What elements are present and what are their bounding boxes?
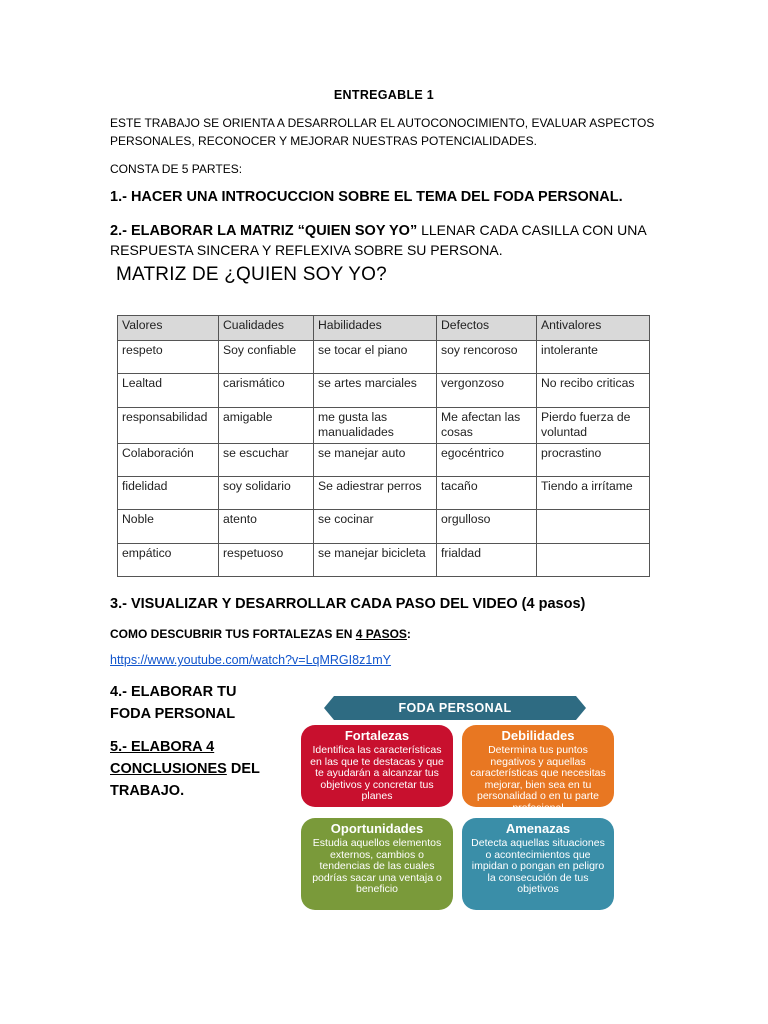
step-1: 1.- HACER UNA INTROCUCCION SOBRE EL TEMA DEL FODA PERSONAL. [110, 189, 623, 205]
header-valores: Valores [118, 316, 219, 341]
table-cell: No recibo criticas [537, 374, 650, 407]
table-cell: procrastino [537, 443, 650, 476]
table-cell: soy solidario [219, 477, 314, 510]
quien-soy-yo-table [117, 315, 650, 577]
table-cell: frialdad [437, 543, 537, 576]
table-cell: Pierdo fuerza de voluntad [537, 407, 650, 443]
table-cell: Lealtad [118, 374, 219, 407]
table-row [118, 341, 650, 374]
step-5-conclusiones: CONCLUSIONES [110, 761, 227, 777]
step-5-line-2 [110, 758, 260, 780]
header-habilidades: Habilidades [314, 316, 437, 341]
table-cell: empático [118, 543, 219, 576]
table-cell [537, 510, 650, 543]
step-5-line-3: TRABAJO. [110, 783, 185, 799]
table-cell: se manejar bicicleta [314, 543, 437, 576]
foda-banner: FODA PERSONAL [334, 696, 576, 720]
amenazas-text: Detecta aquellas situaciones o acontecimientos que impidan o pongan en peligro la consecución de tus objetivos [471, 837, 605, 895]
table-cell: orgulloso [437, 510, 537, 543]
table-cell: Soy confiable [219, 341, 314, 374]
video-label-suffix: : [406, 627, 411, 641]
fortalezas-text: Identifica las características en las que te destacas y que te ayudarán a alcanzar tus objetivos y concretar tus planes [310, 744, 444, 802]
intro-paragraph: ESTE TRABAJO SE ORIENTA A DESARROLLAR EL AUTOCONOCIMIENTO, EVALUAR ASPECTOS PERSONALES, RECONOCER Y MEJORAR NUESTRAS POTENCIALIDADES. [110, 116, 655, 148]
table-row [118, 510, 650, 543]
step-2-bold: 2.- ELABORAR LA MATRIZ “QUIEN SOY YO” [110, 223, 418, 239]
step-5 [110, 736, 260, 802]
step-4 [110, 681, 236, 725]
video-label-prefix: COMO DESCUBRIR TUS FORTALEZAS EN [110, 627, 356, 641]
debilidades-title: Debilidades [501, 728, 575, 743]
step-4-line-1: 4.- ELABORAR TU [110, 684, 237, 700]
oportunidades-text: Estudia aquellos elementos externos, cambios o tendencias de las cuales podrías sacar una ventaja o beneficio [312, 837, 442, 895]
oportunidades-title: Oportunidades [330, 821, 424, 836]
debilidades-text: Determina tus puntos negativos y aquellas características que necesitas mejorar, bien sea en tu personalidad o en tu parte profesional [470, 744, 606, 814]
table-cell: se tocar el piano [314, 341, 437, 374]
table-row [118, 374, 650, 407]
video-label-steps: 4 PASOS [355, 627, 407, 641]
table-row [118, 543, 650, 576]
step-3: 3.- VISUALIZAR Y DESARROLLAR CADA PASO DEL VIDEO (4 pasos) [110, 596, 586, 612]
header-defectos: Defectos [437, 316, 537, 341]
amenazas-title: Amenazas [505, 821, 571, 836]
fortalezas-box [301, 725, 453, 807]
table-cell: Colaboración [118, 443, 219, 476]
table-cell: se escuchar [219, 443, 314, 476]
table-cell: tacaño [437, 477, 537, 510]
document-title: ENTREGABLE 1 [333, 88, 435, 102]
table-cell: responsabilidad [118, 407, 219, 443]
table-cell: fidelidad [118, 477, 219, 510]
table-cell: Me afectan las cosas [437, 407, 537, 443]
table-cell: vergonzoso [437, 374, 537, 407]
table-cell: Noble [118, 510, 219, 543]
parts-count: CONSTA DE 5 PARTES: [110, 162, 243, 176]
debilidades-box [462, 725, 614, 814]
youtube-link[interactable]: https://www.youtube.com/watch?v=LqMRGI8z1mY [110, 653, 392, 667]
table-cell: se manejar auto [314, 443, 437, 476]
table-cell: amigable [219, 407, 314, 443]
step-2-rest: LLENAR CADA CASILLA CON UNA RESPUESTA SINCERA Y REFLEXIVA SOBRE SU PERSONA. [110, 222, 646, 258]
foda-personal-graphic [272, 692, 656, 912]
table-cell: atento [219, 510, 314, 543]
table-cell [537, 543, 650, 576]
table-cell: Se adiestrar perros [314, 477, 437, 510]
table-cell: Tiendo a irrítame [537, 477, 650, 510]
step-4-line-2: FODA PERSONAL [110, 706, 236, 722]
table-cell: respetuoso [219, 543, 314, 576]
table-cell: respeto [118, 341, 219, 374]
step-2 [110, 221, 670, 260]
table-cell: egocéntrico [437, 443, 537, 476]
table-cell: se artes marciales [314, 374, 437, 407]
header-cualidades: Cualidades [219, 316, 314, 341]
video-label [110, 627, 411, 641]
table-row [118, 407, 650, 443]
table-cell: me gusta las manualidades [314, 407, 437, 443]
table-cell: carismático [219, 374, 314, 407]
table-header-row [118, 316, 650, 341]
table-cell: soy rencoroso [437, 341, 537, 374]
table-cell: intolerante [537, 341, 650, 374]
table-row [118, 477, 650, 510]
table-row [118, 443, 650, 476]
fortalezas-title: Fortalezas [344, 728, 410, 743]
step-5-del: DEL [226, 761, 260, 777]
amenazas-box [462, 818, 614, 910]
table-cell: se cocinar [314, 510, 437, 543]
step-5-line-1: 5.- ELABORA 4 [110, 739, 215, 755]
header-antivalores: Antivalores [537, 316, 650, 341]
matrix-title: MATRIZ DE ¿QUIEN SOY YO? [116, 264, 387, 285]
oportunidades-box [301, 818, 453, 910]
